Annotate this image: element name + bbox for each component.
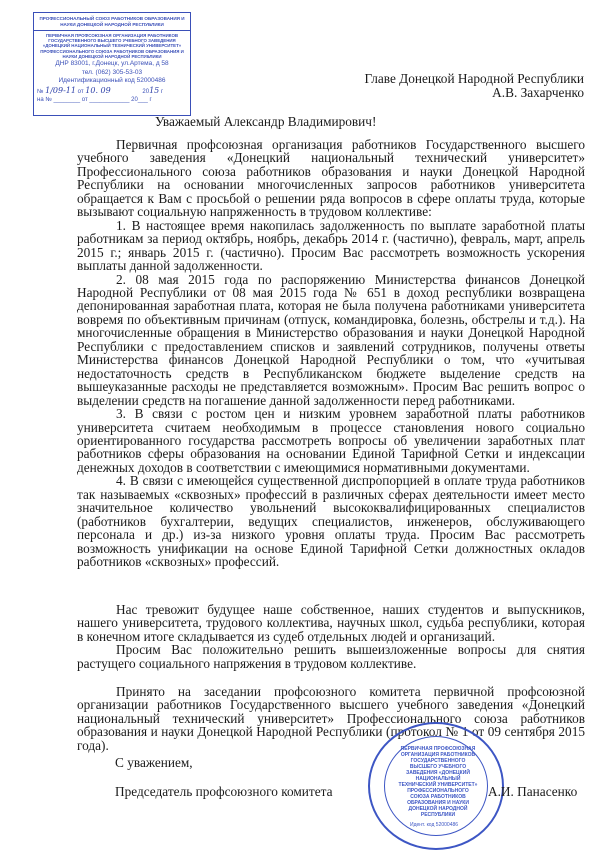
letterhead-stamp xyxy=(33,12,191,116)
outgoing-year: 15 xyxy=(149,85,160,95)
incoming-label: на № xyxy=(37,96,52,103)
outgoing-date: 10. 09 xyxy=(85,85,111,95)
closing-request: Просим Вас положительно решить вышеизложенные вопросы для снятия растущего социального напряжения в трудовом коллективе. xyxy=(77,642,585,671)
from-label: от xyxy=(77,88,84,95)
closing-concern: Нас тревожит будущее наше собственное, наших студентов и выпускников, нашего университета, трудового коллектива, научных школ, судьба республики, которая в конечном итоге складывается из судеб отдельных людей и организаций. xyxy=(77,602,585,644)
outgoing-number-row xyxy=(34,86,190,97)
resolution-paragraph xyxy=(77,685,585,752)
year-suffix: г xyxy=(160,88,164,95)
round-seal-text: ПЕРВИЧНАЯ ПРОФСОЮЗНАЯ ОРГАНИЗАЦИЯ РАБОТНИКОВ ГОСУДАРСТВЕННОГО ВЫСШЕГО УЧЕБНОГО ЗАВЕДЕНИЯ «ДОНЕЦКИЙ НАЦИОНАЛЬНЫЙ ТЕХНИЧЕСКИЙ УНИВЕРСИТЕТ» ПРОФЕССИОНАЛЬНОГО СОЮЗА РАБОТНИКОВ ОБРАЗОВАНИЯ И НАУКИ ДОНЕЦКОЙ НАРОДНОЙ РЕСПУБЛИКИ xyxy=(398,746,478,818)
stamp-union-name: ПРОФЕССИОНАЛЬНЫЙ СОЮЗ РАБОТНИКОВ ОБРАЗОВАНИЯ И НАУКИ ДОНЕЦКОЙ НАРОДНОЙ РЕСПУБЛИКИ xyxy=(34,13,190,31)
addressee-name: А.В. Захарченко xyxy=(492,85,584,100)
stamp-org-name: ПЕРВИЧНАЯ ПРОФСОЮЗНАЯ ОРГАНИЗАЦИЯ РАБОТНИКОВ ГОСУДАРСТВЕННОГО ВЫСШЕГО УЧЕБНОГО ЗАВЕДЕНИЯ «ДОНЕЦКИЙ НАЦИОНАЛЬНЫЙ ТЕХНИЧЕСКИЙ УНИВЕРСИТЕТ» ПРОФЕССИОНАЛЬНОГО СОЮЗА РАБОТНИКОВ ОБРАЗОВАНИЯ И НАУКИ ДОНЕЦКОЙ НАРОДНОЙ РЕСПУБЛИКИ xyxy=(40,33,184,59)
signer-name: А.И. Панасенко xyxy=(488,784,578,799)
outgoing-number: 1/09-11 xyxy=(45,85,76,95)
round-seal xyxy=(368,722,504,850)
stamp-id-code: Идентификационный код 52000486 xyxy=(58,77,166,85)
incoming-blank: ________ от ____________ 20___ г xyxy=(53,96,152,103)
year-prefix: 20 xyxy=(142,88,150,95)
item-1: 1. В настоящее время накопилась задолженность по выплате заработной платы работникам за период октябрь, ноябрь, декабрь 2014 г. (частично), февраль, март, апрель 2015 г.; январь 2015 г. (частично). Просим Вас рассмотреть возможность ускорения выплаты данной задолженности. xyxy=(77,217,585,274)
greeting: Уважаемый Александр Владимирович! xyxy=(155,114,377,129)
stamp-address: ДНР 83001, г.Донецк, ул.Артема, д 58 xyxy=(55,60,169,68)
incoming-number-row xyxy=(34,97,190,104)
item-2: 2. 08 мая 2015 года по распоряжению Министерства финансов Донецкой Народной Республики от 08 мая 2015 года № 651 в доход республики возвращена депонированная заработная плата, которая не была получена работниками университета вовремя по объективным причинам (отпуск, командировка, болезнь, обстрелы и т.д.). На многочисленные обращения в Министерство образования и науки Донецкой Народной Республики с предоставлением списков и заявлений сотрудников, получены ответы Министерства финансов Донецкой Народной Республики о том, что «учитывая недостаточность средств в Республиканском бюджете выделение средств на вышеуказанные расходы не представляется возможным». Просим Вас решить вопрос о выделении средств на погашение данной задолженности перед работниками. xyxy=(77,271,585,408)
stamp-phone: тел. (062) 305-53-03 xyxy=(81,68,143,76)
intro-paragraph: Первичная профсоюзная организация работников Государственного высшего учебного заведения «Донецкий национальный технический университет» Профессионального союза работников образования и науки Донецкой Народной Республики на основании многочисленных запросов работников университета обращается к Вам с просьбой о решении ряда вопросов в сфере оплаты труда, которые вызывают социальную напряженность в трудовом коллективе: xyxy=(77,137,585,220)
item-4: 4. В связи с имеющейся существенной диспропорцией в оплате труда работников так называемых «сквозных» профессий в различных сферах деятельности имеет место значительное количество увольнений высококвалифицированных специалистов (работников бухгалтерии, ведущих специалистов, инженеров, обслуживающего персонала и др.) из-за низкого уровня оплаты труда. Просим Вас рассмотреть возможность унификации на основе Единой Тарифной Сетки должностных окладов работников «сквозных» профессий. xyxy=(77,473,585,570)
closing-paragraphs xyxy=(77,603,585,670)
item-3: 3. В связи с ростом цен и низким уровнем заработной платы работников университета считаем необходимым в процессе становления нового социально ориентированного государства рассмотреть вопросы об увеличении заработных плат работников сферы образования на основании Единой Тарифной Сетки и индексации денежных доходов в соответствии с имеющимися нормативными документами. xyxy=(77,406,585,475)
letter-body xyxy=(77,138,585,569)
round-seal-id: Идент. код 52000486 xyxy=(410,822,459,828)
resolution-text: Принято на заседании профсоюзного комитета первичной профсоюзной организации работников Государственного высшего учебного заведения «Донецкий национальный технический университет» Профессионального союза работников образования и науки Донецкой Народной Республики (протокол № 1 от 09 сентября 2015 года). xyxy=(77,684,585,753)
signoff: С уважением, xyxy=(115,755,193,770)
signer-title: Председатель профсоюзного комитета xyxy=(115,784,333,799)
number-label: № xyxy=(37,88,44,95)
addressee xyxy=(365,72,584,100)
addressee-title: Главе Донецкой Народной Республики xyxy=(364,71,584,86)
